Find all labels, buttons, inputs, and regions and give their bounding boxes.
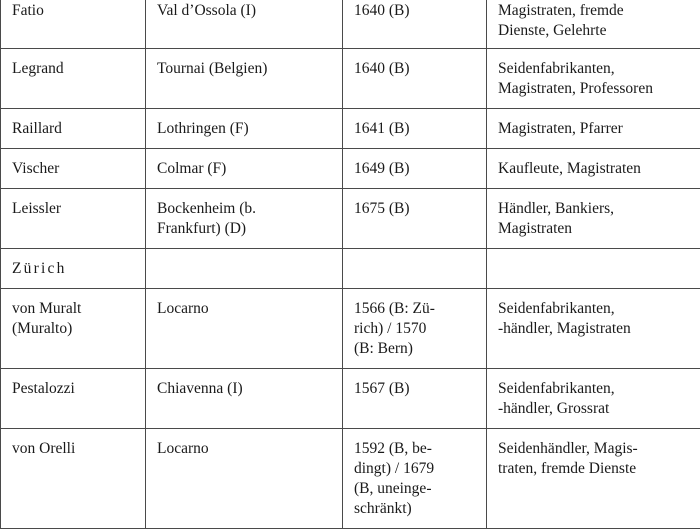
- citizenship-year-cell: 1640 (B): [343, 49, 487, 109]
- occupations-cell: Seidenfabrikanten, -händler, Magistraten: [487, 289, 700, 369]
- origin-cell: Bockenheim (b. Frankfurt) (D): [146, 189, 343, 249]
- family-name-cell: Pestalozzi: [1, 369, 146, 429]
- occupations-cell: Händler, Bankiers, Magistraten: [487, 189, 700, 249]
- family-name-cell: von Orelli: [1, 429, 146, 529]
- family-name-cell: Vischer: [1, 149, 146, 189]
- section-row: [1, 249, 700, 289]
- origin-cell: Colmar (F): [146, 149, 343, 189]
- origin-cell: Locarno: [146, 429, 343, 529]
- family-name-cell: Legrand: [1, 49, 146, 109]
- origin-cell: Locarno: [146, 289, 343, 369]
- table-row: [1, 189, 700, 249]
- origin-cell: Lothringen (F): [146, 109, 343, 149]
- origin-cell: Chiavenna (I): [146, 369, 343, 429]
- citizenship-year-cell: 1566 (B: Zü- rich) / 1570 (B: Bern): [343, 289, 487, 369]
- empty-cell: [343, 249, 487, 289]
- citizenship-year-cell: 1641 (B): [343, 109, 487, 149]
- family-name-cell: Fatio: [1, 0, 146, 49]
- occupations-cell: Seidenfabrikanten, -händler, Grossrat: [487, 369, 700, 429]
- occupations-cell: Seidenhändler, Magis- traten, fremde Dienste: [487, 429, 700, 529]
- section-heading: Zürich: [1, 249, 146, 289]
- table-row: [1, 149, 700, 189]
- occupations-cell: Magistraten, Pfarrer: [487, 109, 700, 149]
- citizenship-year-cell: 1675 (B): [343, 189, 487, 249]
- citizenship-year-cell: 1567 (B): [343, 369, 487, 429]
- citizenship-year-cell: 1592 (B, be- dingt) / 1679 (B, uneinge- schränkt): [343, 429, 487, 529]
- origin-cell: Tournai (Belgien): [146, 49, 343, 109]
- table-row: [1, 429, 700, 529]
- occupations-cell: Seidenfabrikanten, Magistraten, Professoren: [487, 49, 700, 109]
- table-row: [1, 109, 700, 149]
- family-name-cell: Leissler: [1, 189, 146, 249]
- table-row: [1, 289, 700, 369]
- table-row: [1, 0, 700, 49]
- citizenship-year-cell: 1649 (B): [343, 149, 487, 189]
- empty-cell: [487, 249, 700, 289]
- family-name-cell: von Muralt (Muralto): [1, 289, 146, 369]
- occupations-cell: Magistraten, fremde Dienste, Gelehrte: [487, 0, 700, 49]
- empty-cell: [146, 249, 343, 289]
- origin-cell: Val d’Ossola (I): [146, 0, 343, 49]
- table-row: [1, 49, 700, 109]
- citizenship-year-cell: 1640 (B): [343, 0, 487, 49]
- family-name-cell: Raillard: [1, 109, 146, 149]
- table-row: [1, 369, 700, 429]
- occupations-cell: Kaufleute, Magistraten: [487, 149, 700, 189]
